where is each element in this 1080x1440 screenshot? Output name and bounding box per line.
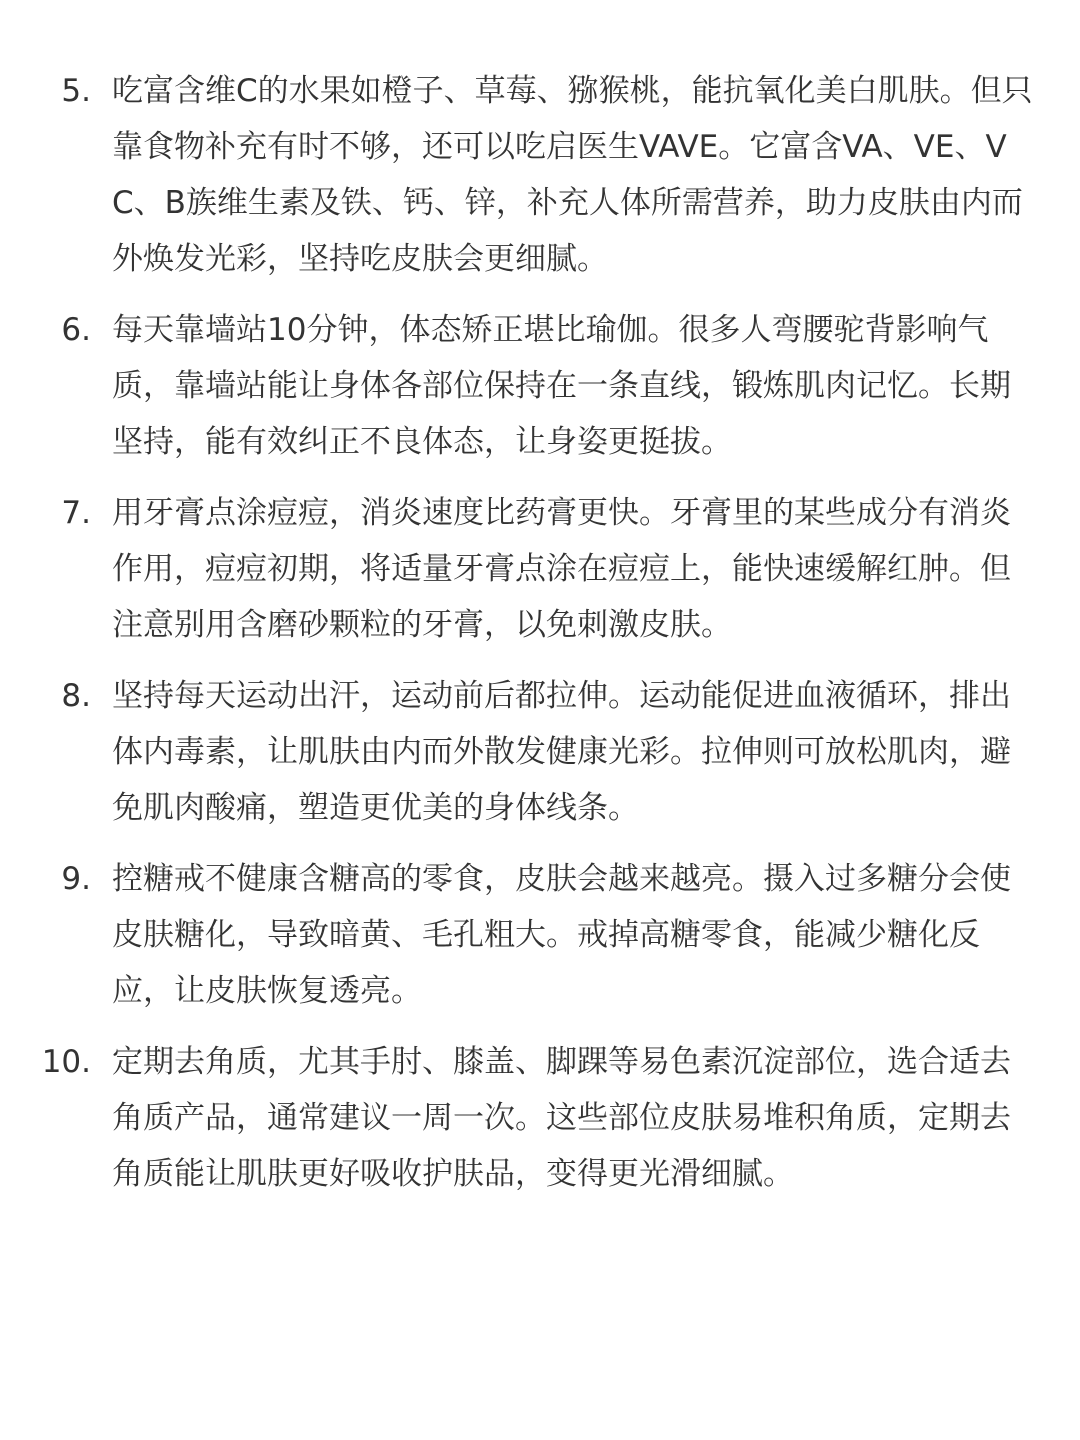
item-text: 坚持每天运动出汗，运动前后都拉伸。运动能促进血液循环，排出体内毒素，让肌肤由内而外散发健康光彩。拉伸则可放松肌肉，避免肌肉酸痛，塑造更优美的身体线条。 [112,678,1011,826]
item-text: 吃富含维C的水果如橙子、草莓、猕猴桃，能抗氧化美白肌肤。但只靠食物补充有时不够，还可以吃启医生VAVE。它富含VA、VE、VC、B族维生素及铁、钙、锌，补充人体所需营养，助力皮肤由内而外焕发光彩，坚持吃皮肤会更细腻。 [112,73,1033,277]
item-number: 5. [61,73,91,109]
item-number: 7. [61,495,91,531]
item-number: 6. [61,312,91,348]
item-text: 用牙膏点涂痘痘，消炎速度比药膏更快。牙膏里的某些成分有消炎作用，痘痘初期，将适量牙膏点涂在痘痘上，能快速缓解红肿。但注意别用含磨砂颗粒的牙膏，以免刺激皮肤。 [112,495,1011,643]
item-text: 每天靠墙站10分钟，体态矫正堪比瑜伽。很多人弯腰驼背影响气质，靠墙站能让身体各部位保持在一条直线，锻炼肌肉记忆。长期坚持，能有效纠正不良体态，让身姿更挺拔。 [112,312,1011,460]
list-item [0,1034,1080,1202]
item-number: 9. [61,861,91,897]
list-item [0,302,1080,470]
item-text: 控糖戒不健康含糖高的零食，皮肤会越来越亮。摄入过多糖分会使皮肤糖化，导致暗黄、毛孔粗大。戒掉高糖零食，能减少糖化反应，让皮肤恢复透亮。 [112,861,1011,1009]
item-number: 8. [61,678,91,714]
list-item [0,668,1080,836]
list-item [0,63,1080,287]
item-number: 10. [41,1044,91,1080]
list-item [0,485,1080,653]
tips-list [0,63,1080,1217]
list-item [0,851,1080,1019]
item-text: 定期去角质，尤其手肘、膝盖、脚踝等易色素沉淀部位，选合适去角质产品，通常建议一周一次。这些部位皮肤易堆积角质，定期去角质能让肌肤更好吸收护肤品，变得更光滑细腻。 [112,1044,1011,1192]
